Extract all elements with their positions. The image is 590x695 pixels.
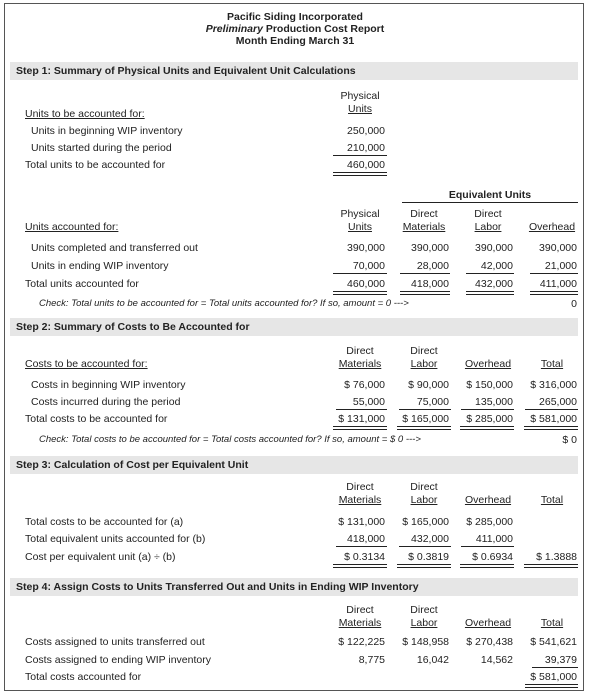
- row-label: Costs in beginning WIP inventory: [31, 379, 186, 391]
- cell-dl: 42,000: [480, 260, 513, 272]
- costs-to-account-label: Costs to be accounted for:: [25, 358, 148, 370]
- underline: [336, 546, 387, 547]
- col-physical-1: Physical: [340, 208, 380, 220]
- cell-total: $ 541,621: [530, 636, 577, 648]
- col-dl-1: Direct: [410, 604, 438, 616]
- cell-dl: 390,000: [475, 242, 513, 254]
- cell-dl: $ 148,958: [402, 636, 449, 648]
- row-label: Units started during the period: [31, 142, 172, 154]
- row-value: 250,000: [347, 125, 385, 137]
- double-underline: [397, 426, 451, 430]
- double-underline: [466, 291, 514, 295]
- cell-dm: 418,000: [411, 278, 449, 290]
- underline: [399, 409, 451, 410]
- row-label: Costs assigned to units transferred out: [25, 636, 205, 648]
- cell-total: $ 581,000: [530, 413, 577, 425]
- row-label: Total costs accounted for: [25, 671, 142, 683]
- cell-total: $ 316,000: [530, 379, 577, 391]
- cell-oh: $ 0.6934: [472, 551, 513, 563]
- cell-oh: 14,562: [480, 654, 513, 666]
- cell-phys: 460,000: [347, 278, 385, 290]
- cell-oh: $ 285,000: [466, 413, 513, 425]
- col-total: Total: [540, 494, 564, 506]
- col-dm-2: Materials: [338, 617, 382, 629]
- row-label: Total costs to be accounted for (a): [25, 516, 184, 528]
- double-underline: [524, 426, 578, 430]
- underline: [466, 273, 514, 274]
- step1-title: Step 1: Summary of Physical Units and Equivalent Unit Calculations: [16, 65, 356, 77]
- double-underline: [333, 172, 387, 176]
- col-dm-1: Direct: [346, 481, 374, 493]
- underline: [333, 273, 387, 274]
- row-value: 460,000: [347, 159, 385, 171]
- row-label: Units in beginning WIP inventory: [31, 125, 183, 137]
- units-to-account-label: Units to be accounted for:: [25, 108, 145, 120]
- double-underline: [530, 291, 578, 295]
- col-dm-2: Materials: [338, 358, 382, 370]
- underline: [461, 409, 514, 410]
- double-underline: [333, 426, 387, 430]
- cell-dl: $ 0.3819: [408, 551, 449, 563]
- double-underline: [400, 291, 450, 295]
- cell-oh: $ 150,000: [466, 379, 513, 391]
- underline: [461, 546, 514, 547]
- units-accounted-label: Units accounted for:: [25, 221, 119, 233]
- col-oh: Overhead: [528, 221, 576, 233]
- cell-dm: $ 122,225: [338, 636, 385, 648]
- cell-oh: 411,000: [539, 278, 577, 290]
- report-title-prefix: Preliminary: [205, 23, 263, 35]
- cell-dl: 432,000: [411, 533, 449, 545]
- step3-title: Step 3: Calculation of Cost per Equivalent Unit: [16, 459, 249, 471]
- col-dl-2: Labor: [410, 617, 438, 629]
- col-oh: Overhead: [464, 494, 512, 506]
- cell-total: $ 581,000: [530, 671, 577, 683]
- col-dm-1: Direct: [346, 345, 374, 357]
- underline: [525, 409, 578, 410]
- col-total: Total: [540, 617, 564, 629]
- cell-dm: 418,000: [347, 533, 385, 545]
- double-underline: [333, 291, 387, 295]
- underline: [530, 273, 578, 274]
- equivalent-units-header: Equivalent Units: [448, 189, 532, 201]
- underline: [400, 273, 450, 274]
- row-label: Cost per equivalent unit (a) ÷ (b): [25, 551, 176, 563]
- col-dl-1: Direct: [474, 208, 502, 220]
- cell-dl: $ 90,000: [408, 379, 449, 391]
- double-underline: [460, 426, 514, 430]
- col-dl-2: Labor: [410, 358, 438, 370]
- report-title-rest: Production Cost Report: [262, 23, 385, 35]
- step1-check-value: 0: [571, 298, 577, 310]
- cell-dm: $ 0.3134: [344, 551, 385, 563]
- row-label: Total units to be accounted for: [25, 159, 166, 171]
- col-dm-2: Materials: [402, 221, 446, 233]
- cell-phys: 70,000: [352, 260, 385, 272]
- step1-physical-hdr-2: Units: [348, 103, 372, 115]
- step1-bar: [10, 62, 578, 80]
- underline: [399, 546, 451, 547]
- double-underline: [397, 564, 451, 568]
- double-underline: [460, 564, 514, 568]
- cell-dl: $ 165,000: [402, 413, 449, 425]
- step4-bar: [10, 578, 578, 596]
- cell-dl: $ 165,000: [402, 516, 449, 528]
- cell-dm: $ 76,000: [344, 379, 385, 391]
- col-dm-2: Materials: [338, 494, 382, 506]
- cell-dm: 55,000: [352, 396, 385, 408]
- cell-dl: 16,042: [416, 654, 449, 666]
- cell-total: $ 1.3888: [536, 551, 577, 563]
- col-dl-1: Direct: [410, 345, 438, 357]
- step2-check-value: $ 0: [562, 434, 577, 446]
- cell-phys: 390,000: [347, 242, 385, 254]
- row-label: Costs incurred during the period: [31, 396, 181, 408]
- step1-check-text: Check: Total units to be accounted for = Total units accounted for? If so, amount = 0 --->: [39, 298, 409, 309]
- row-label: Total equivalent units accounted for (b): [25, 533, 206, 545]
- col-dl-1: Direct: [410, 481, 438, 493]
- col-physical-2: Units: [348, 221, 372, 233]
- row-label: Units completed and transferred out: [31, 242, 198, 254]
- double-underline: [524, 564, 578, 568]
- cell-oh: 135,000: [475, 396, 513, 408]
- step2-bar: [10, 318, 578, 336]
- step2-title: Step 2: Summary of Costs to Be Accounted for: [16, 321, 250, 333]
- cell-dm: $ 131,000: [338, 413, 385, 425]
- step2-check-text: Check: Total costs to be accounted for = Total costs accounted for? If so, amount = $ 0 --->: [39, 434, 421, 445]
- col-dm-1: Direct: [410, 208, 438, 220]
- report-period: Month Ending March 31: [235, 35, 355, 47]
- cell-dm: $ 131,000: [338, 516, 385, 528]
- cell-oh: 390,000: [539, 242, 577, 254]
- cell-dl: 432,000: [475, 278, 513, 290]
- step1-physical-hdr-1: Physical: [340, 90, 380, 102]
- double-underline: [525, 684, 578, 688]
- cell-dm: 8,775: [358, 654, 385, 666]
- report-title: [0, 23, 590, 35]
- col-dm-1: Direct: [346, 604, 374, 616]
- company-name: Pacific Siding Incorporated: [227, 11, 363, 23]
- row-label: Costs assigned to ending WIP inventory: [25, 654, 211, 666]
- col-dl-2: Labor: [474, 221, 502, 233]
- row-label: Total units accounted for: [25, 278, 139, 290]
- underline: [532, 667, 578, 668]
- col-total: Total: [540, 358, 564, 370]
- row-value: 210,000: [347, 142, 385, 154]
- row-label: Units in ending WIP inventory: [31, 260, 169, 272]
- cell-dm: 390,000: [411, 242, 449, 254]
- col-oh: Overhead: [464, 617, 512, 629]
- underline: [402, 202, 578, 203]
- underline: [336, 409, 387, 410]
- cell-dl: 75,000: [416, 396, 449, 408]
- step3-bar: [10, 456, 578, 474]
- step4-title: Step 4: Assign Costs to Units Transferred Out and Units in Ending WIP Inventory: [16, 581, 419, 593]
- cell-total: 265,000: [539, 396, 577, 408]
- col-dl-2: Labor: [410, 494, 438, 506]
- double-underline: [333, 564, 387, 568]
- cell-oh: 411,000: [475, 533, 513, 545]
- cell-oh: 21,000: [544, 260, 577, 272]
- col-oh: Overhead: [464, 358, 512, 370]
- cell-oh: $ 270,438: [466, 636, 513, 648]
- row-label: Total costs to be accounted for: [25, 413, 168, 425]
- cell-total: 39,379: [544, 654, 577, 666]
- underline: [333, 155, 387, 156]
- cell-dm: 28,000: [416, 260, 449, 272]
- cell-oh: $ 285,000: [466, 516, 513, 528]
